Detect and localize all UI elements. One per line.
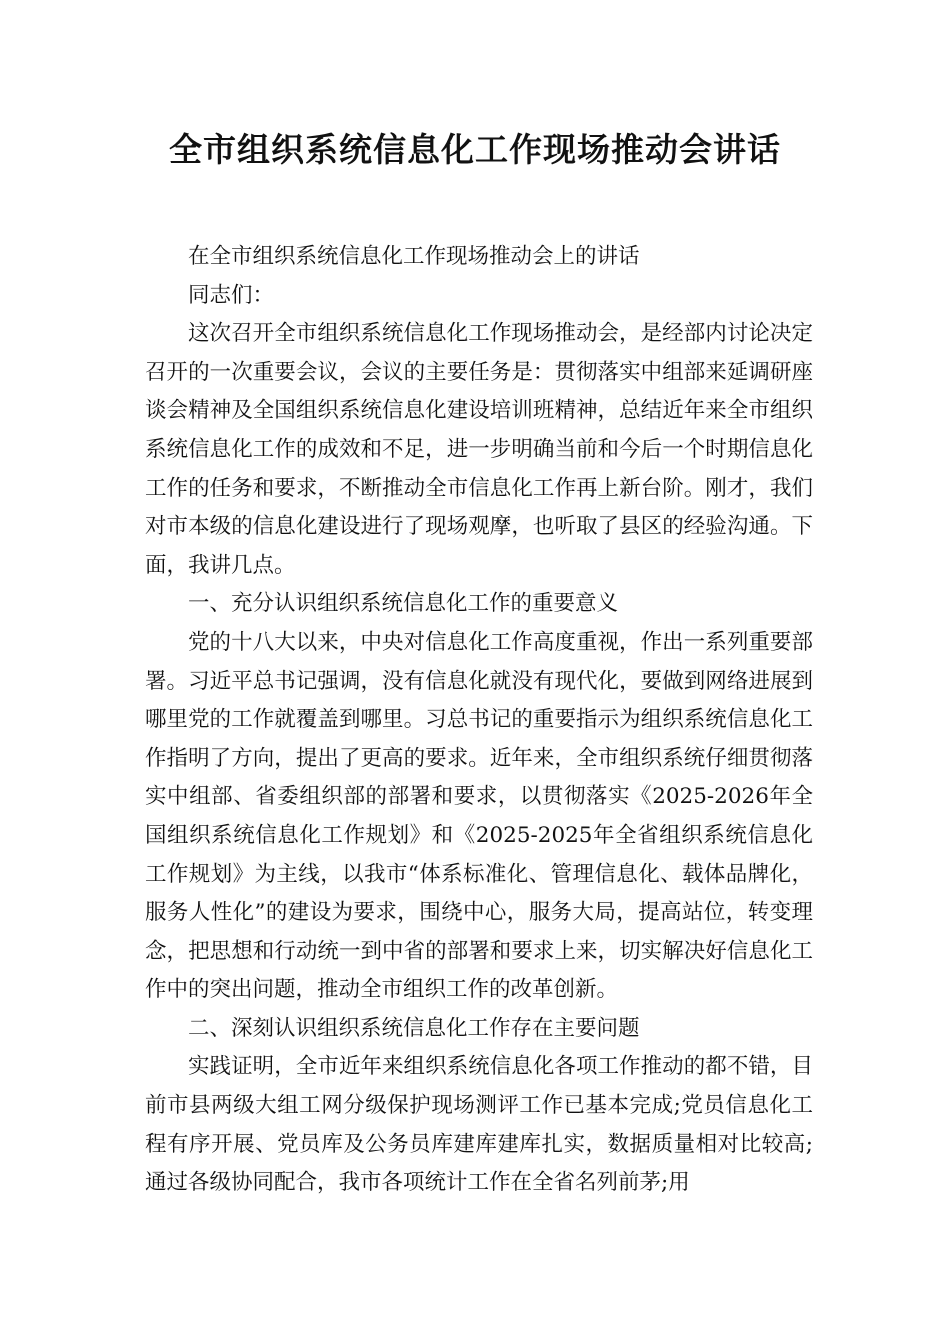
paragraph-section-2: 实践证明，全市近年来组织系统信息化各项工作推动的都不错，目前市县两级大组工网分级保护现场测评工作已基本完成;党员信息化工程有序开展、党员库及公务员库建库建库扎实，数据质量相对比较高;通过各级协同配合，我市各项统计工作在全省名列前茅;用: [145, 1054, 813, 1196]
speech-heading: 在全市组织系统信息化工作现场推动会上的讲话: [188, 244, 640, 269]
salutation: 同志们：: [188, 282, 275, 308]
document-title: 全市组织系统信息化工作现场推动会讲话: [169, 130, 781, 169]
section-heading-1: 一、充分认识组织系统信息化工作的重要意义: [188, 591, 619, 617]
paragraph-section-1: 党的十八大以来，中央对信息化工作高度重视，作出一系列重要部署。习近平总书记强调，没有信息化就没有现代化，要做到网络进展到哪里党的工作就覆盖到哪里。习总书记的重要指示为组织系统信息化工作指明了方向，提出了更高的要求。近年来，全市组织系统仔细贯彻落实中组部、省委组织部的部署和要求，以贯彻落实《2025-2026年全国组织系统信息化工作规划》和《2025-2025年全省组织系统信息化工作规划》为主线，以我市“体系标准化、管理信息化、载体品牌化，服务人性化”的建设为要求，围绕中心，服务大局，提高站位，转变理念，把思想和行动统一到中省的部署和要求上来，切实解决好信息化工作中的突出问题，推动全市组织工作的改革创新。: [145, 629, 813, 1003]
section-heading-2: 二、深刻认识组织系统信息化工作存在主要问题: [188, 1015, 640, 1041]
document-body: [145, 238, 813, 1203]
paragraph-intro: 这次召开全市组织系统信息化工作现场推动会，是经部内讨论决定召开的一次重要会议，会议的主要任务是：贯彻落实中组部来延调研座谈会精神及全国组织系统信息化建设培训班精神，总结近年来全市组织系统信息化工作的成效和不足，进一步明确当前和今后一个时期信息化工作的任务和要求，不断推动全市信息化工作再上新台阶。刚才，我们对市本级的信息化建设进行了现场观摩，也听取了县区的经验沟通。下面，我讲几点。: [145, 321, 813, 578]
